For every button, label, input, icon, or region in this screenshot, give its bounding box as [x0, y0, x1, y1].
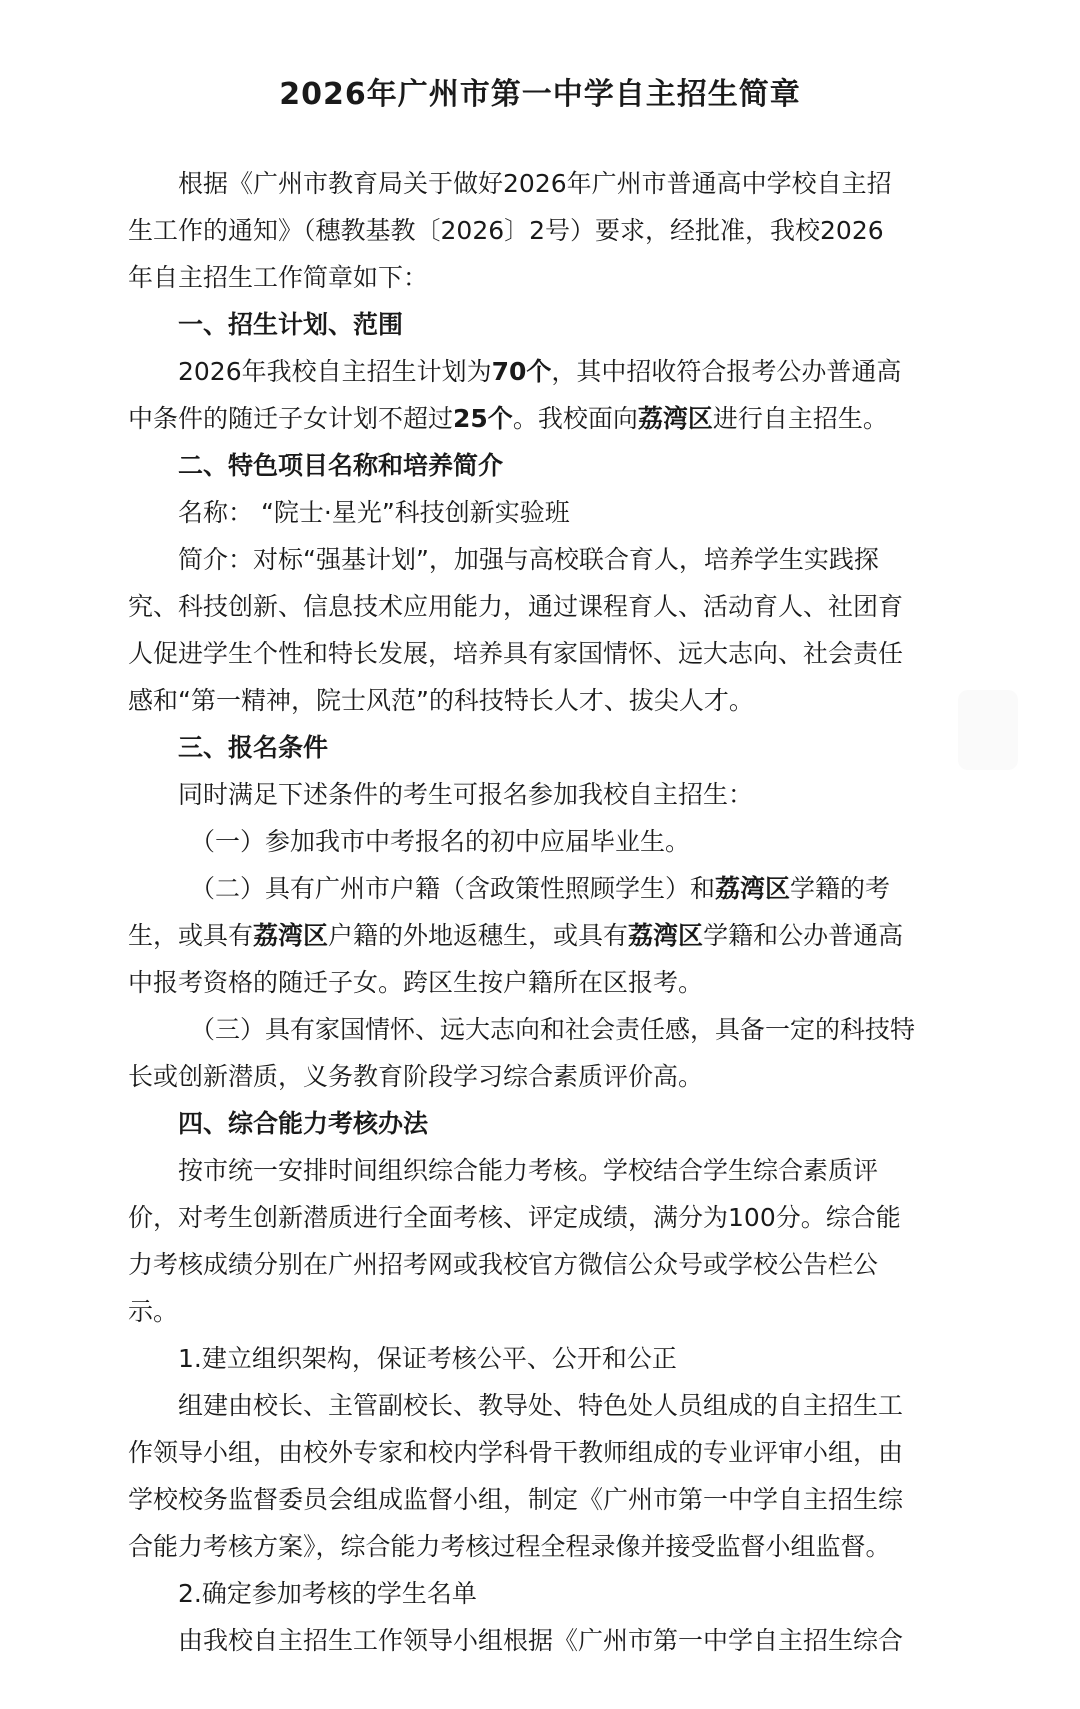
bold-quota-25: 25个 — [453, 404, 513, 433]
text-span: 学籍的考 — [790, 874, 891, 903]
bold-district: 荔湾区 — [637, 404, 713, 433]
scan-smudge — [958, 690, 1018, 770]
text-span: 。我校面向 — [512, 404, 638, 433]
document-title: 2026年广州市第一中学自主招生简章 — [279, 77, 801, 112]
paragraph-line: 简介：对标“强基计划”，加强与高校联合育人，培养学生实践探 — [178, 545, 879, 574]
paragraph-line: 长或创新潜质，义务教育阶段学习综合素质评价高。 — [128, 1062, 704, 1091]
condition-1: （一）参加我市中考报名的初中应届毕业生。 — [190, 827, 691, 856]
section-heading-4: 四、综合能力考核办法 — [178, 1109, 429, 1138]
paragraph-line: 力考核成绩分别在广州招考网或我校官方微信公众号或学校公告栏公 — [128, 1250, 879, 1279]
text-span: （二）具有广州市户籍（含政策性照顾学生）和 — [190, 874, 716, 903]
intro-line: 生工作的通知》（穗教基教〔2026〕2号）要求，经批准，我校2026 — [128, 216, 884, 245]
bold-district: 荔湾区 — [628, 921, 704, 950]
text-span: 学籍和公办普通高 — [703, 921, 904, 950]
paragraph-line: 合能力考核方案》，综合能力考核过程全程录像并接受监督小组监督。 — [128, 1532, 891, 1561]
paragraph-line — [128, 395, 946, 442]
section-heading-3: 三、报名条件 — [178, 733, 329, 762]
paragraph-line: 感和“第一精神，院士风范”的科技特长人才、拔尖人才。 — [128, 686, 754, 715]
intro-line: 年自主招生工作简章如下： — [128, 263, 429, 292]
paragraph-line: 价，对考生创新潜质进行全面考核、评定成绩，满分为100分。综合能 — [128, 1203, 901, 1232]
section-heading-1: 一、招生计划、范围 — [178, 310, 404, 339]
paragraph-line: 同时满足下述条件的考生可报名参加我校自主招生： — [178, 780, 754, 809]
intro-line: 根据《广州市教育局关于做好2026年广州市普通高中学校自主招 — [178, 169, 892, 198]
text-span: 进行自主招生。 — [712, 404, 888, 433]
text-span: ，其中招收符合报考公办普通高 — [551, 357, 902, 386]
paragraph-line: 中报考资格的随迁子女。跨区生按户籍所在区报考。 — [128, 968, 704, 997]
text-span: 中条件的随迁子女计划不超过 — [128, 404, 454, 433]
condition-3: （三）具有家国情怀、远大志向和社会责任感，具备一定的科技特 — [190, 1015, 916, 1044]
paragraph-line — [128, 348, 946, 395]
subsection-heading-2: 2.确定参加考核的学生名单 — [178, 1579, 477, 1608]
paragraph-line: 人促进学生个性和特长发展，培养具有家国情怀、远大志向、社会责任 — [128, 639, 904, 668]
text-span: 2026年我校自主招生计划为 — [178, 357, 492, 386]
paragraph-line: 示。 — [128, 1297, 179, 1326]
bold-district: 荔湾区 — [253, 921, 329, 950]
section-heading-2: 二、特色项目名称和培养简介 — [178, 451, 504, 480]
bold-quota-70: 70个 — [491, 357, 552, 386]
text-span: 户籍的外地返穗生，或具有 — [328, 921, 629, 950]
program-name: 名称： “院士·星光”科技创新实验班 — [178, 498, 570, 527]
paragraph-line: 学校校务监督委员会组成监督小组，制定《广州市第一中学自主招生综 — [128, 1485, 904, 1514]
paragraph-line: 组建由校长、主管副校长、教导处、特色处人员组成的自主招生工 — [178, 1391, 904, 1420]
bold-district: 荔湾区 — [715, 874, 791, 903]
paragraph-line: 按市统一安排时间组织综合能力考核。学校结合学生综合素质评 — [178, 1156, 879, 1185]
paragraph-line — [128, 912, 946, 959]
paragraph-line: 作领导小组，由校外专家和校内学科骨干教师组成的专业评审小组，由 — [128, 1438, 904, 1467]
condition-2 — [128, 865, 946, 912]
paragraph-line: 由我校自主招生工作领导小组根据《广州市第一中学自主招生综合 — [178, 1626, 904, 1655]
subsection-heading-1: 1.建立组织架构，保证考核公平、公开和公正 — [178, 1344, 677, 1373]
text-span: 生，或具有 — [128, 921, 254, 950]
document-body — [128, 160, 946, 1664]
paragraph-line: 究、科技创新、信息技术应用能力，通过课程育人、活动育人、社团育 — [128, 592, 904, 621]
